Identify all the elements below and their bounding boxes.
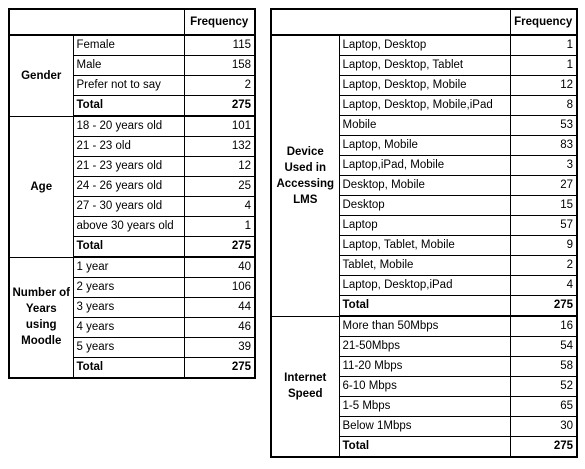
- total-value: 275: [184, 237, 255, 258]
- row-label: 18 - 20 years old: [73, 116, 184, 137]
- row-label: 5 years: [73, 338, 184, 358]
- frequency-value: 46: [184, 318, 255, 338]
- row-label: 1 year: [73, 257, 184, 278]
- section-1: [9, 116, 255, 257]
- total-label: Total: [339, 296, 510, 317]
- row-label: Female: [73, 35, 184, 56]
- header-row: [271, 9, 577, 35]
- row-label: 24 - 26 years old: [73, 177, 184, 197]
- device-internet-table: [270, 8, 578, 458]
- row-label: above 30 years old: [73, 217, 184, 237]
- total-value: 275: [184, 358, 255, 379]
- row-label: 21 - 23 old: [73, 137, 184, 157]
- frequency-value: 101: [184, 116, 255, 137]
- category-label: Device Used in Accessing LMS: [271, 35, 339, 316]
- row-label: Laptop, Desktop, Tablet: [339, 56, 510, 76]
- category-label: Age: [9, 116, 73, 257]
- total-label: Total: [339, 437, 510, 458]
- frequency-value: 52: [510, 377, 577, 397]
- frequency-value: 16: [510, 316, 577, 337]
- row-label: Laptop: [339, 216, 510, 236]
- header-blank-cell: [9, 9, 184, 35]
- frequency-value: 65: [510, 397, 577, 417]
- row-label: Desktop: [339, 196, 510, 216]
- total-label: Total: [73, 96, 184, 117]
- section-1: [271, 316, 577, 457]
- row-label: 3 years: [73, 298, 184, 318]
- table-row: [9, 257, 255, 278]
- row-label: Desktop, Mobile: [339, 176, 510, 196]
- frequency-value: 2: [510, 256, 577, 276]
- frequency-value: 4: [184, 197, 255, 217]
- frequency-value: 53: [510, 116, 577, 136]
- frequency-value: 3: [510, 156, 577, 176]
- frequency-value: 58: [510, 357, 577, 377]
- frequency-value: 1: [510, 56, 577, 76]
- row-label: 1-5 Mbps: [339, 397, 510, 417]
- row-label: 2 years: [73, 278, 184, 298]
- frequency-header: Frequency: [184, 9, 255, 35]
- frequency-value: 115: [184, 35, 255, 56]
- demographics-table: [8, 8, 256, 379]
- row-label: Below 1Mbps: [339, 417, 510, 437]
- category-label: Gender: [9, 35, 73, 116]
- total-value: 275: [184, 96, 255, 117]
- section-0: [9, 35, 255, 116]
- row-label: Laptop, Desktop: [339, 35, 510, 56]
- frequency-value: 83: [510, 136, 577, 156]
- frequency-value: 106: [184, 278, 255, 298]
- frequency-value: 39: [184, 338, 255, 358]
- total-label: Total: [73, 237, 184, 258]
- frequency-value: 12: [184, 157, 255, 177]
- row-label: Laptop,iPad, Mobile: [339, 156, 510, 176]
- total-label: Total: [73, 358, 184, 379]
- frequency-header: Frequency: [510, 9, 577, 35]
- row-label: More than 50Mbps: [339, 316, 510, 337]
- row-label: Male: [73, 56, 184, 76]
- frequency-value: 1: [184, 217, 255, 237]
- row-label: Laptop, Desktop,iPad: [339, 276, 510, 296]
- row-label: Laptop, Desktop, Mobile: [339, 76, 510, 96]
- table-row: [9, 116, 255, 137]
- row-label: Laptop, Desktop, Mobile,iPad: [339, 96, 510, 116]
- frequency-value: 30: [510, 417, 577, 437]
- row-label: 4 years: [73, 318, 184, 338]
- frequency-value: 132: [184, 137, 255, 157]
- frequency-value: 15: [510, 196, 577, 216]
- frequency-value: 12: [510, 76, 577, 96]
- frequency-value: 9: [510, 236, 577, 256]
- row-label: 6-10 Mbps: [339, 377, 510, 397]
- frequency-value: 44: [184, 298, 255, 318]
- total-value: 275: [510, 296, 577, 317]
- row-label: 11-20 Mbps: [339, 357, 510, 377]
- table-row: [271, 316, 577, 337]
- header-row: [9, 9, 255, 35]
- frequency-value: 25: [184, 177, 255, 197]
- total-value: 275: [510, 437, 577, 458]
- category-label: Number of Years using Moodle: [9, 257, 73, 378]
- row-label: 21-50Mbps: [339, 337, 510, 357]
- row-label: Laptop, Tablet, Mobile: [339, 236, 510, 256]
- row-label: Laptop, Mobile: [339, 136, 510, 156]
- frequency-value: 1: [510, 35, 577, 56]
- header-blank-cell: [271, 9, 510, 35]
- row-label: 27 - 30 years old: [73, 197, 184, 217]
- row-label: Mobile: [339, 116, 510, 136]
- row-label: Prefer not to say: [73, 76, 184, 96]
- frequency-value: 8: [510, 96, 577, 116]
- section-2: [9, 257, 255, 378]
- frequency-value: 54: [510, 337, 577, 357]
- frequency-value: 2: [184, 76, 255, 96]
- frequency-value: 40: [184, 257, 255, 278]
- table-row: [271, 35, 577, 56]
- table-row: [9, 35, 255, 56]
- section-0: [271, 35, 577, 316]
- frequency-value: 4: [510, 276, 577, 296]
- row-label: 21 - 23 years old: [73, 157, 184, 177]
- frequency-value: 158: [184, 56, 255, 76]
- row-label: Tablet, Mobile: [339, 256, 510, 276]
- frequency-value: 27: [510, 176, 577, 196]
- category-label: Internet Speed: [271, 316, 339, 457]
- frequency-value: 57: [510, 216, 577, 236]
